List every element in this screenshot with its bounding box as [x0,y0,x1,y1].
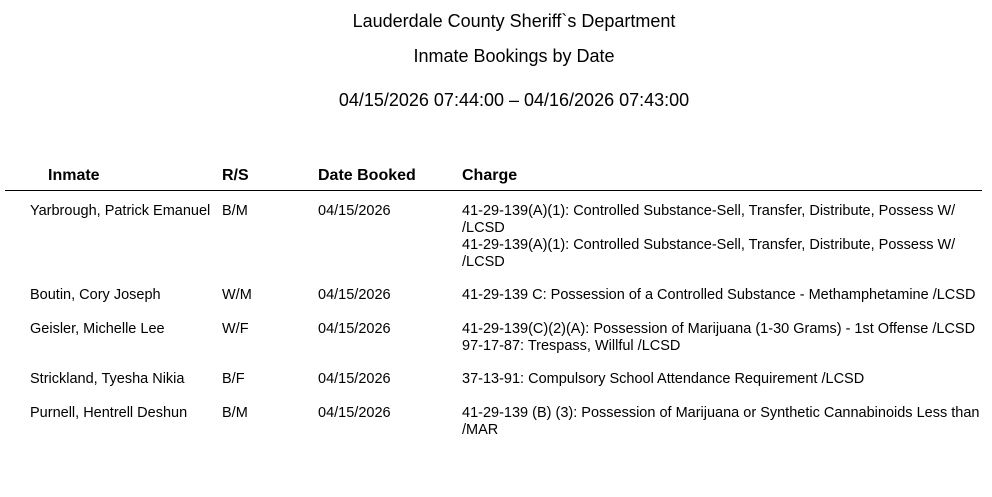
date-booked: 04/15/2026 [318,405,391,421]
inmate-name: Boutin, Cory Joseph [30,287,161,303]
charge-item: 41-29-139 C: Possession of a Controlled Substance - Methamphetamine /LCSD [462,287,976,303]
charge-list [462,405,987,439]
charge-item: 41-29-139(A)(1): Controlled Substance-Sell, Transfer, Distribute, Possess W/ /LCSD [462,203,956,236]
inmate-name: Geisler, Michelle Lee [30,321,165,337]
charge-item: 41-29-139 (B) (3): Possession of Marijuana or Synthetic Cannabinoids Less than /MAR [462,405,980,438]
race-sex: B/F [222,371,245,387]
charge-item: 41-29-139(C)(2)(A): Possession of Marijuana (1-30 Grams) - 1st Offense /LCSD [462,321,976,337]
race-sex: B/M [222,203,248,219]
report-date-range: 04/15/2026 07:44:00 – 04/16/2026 07:43:00 [338,90,690,110]
race-sex: B/M [222,405,248,421]
column-header-charge: Charge [462,167,518,184]
column-header-rs: R/S [222,167,249,184]
header-divider [5,190,982,191]
race-sex: W/M [222,287,252,303]
date-booked: 04/15/2026 [318,371,391,387]
charge-list [462,287,987,304]
inmate-name: Strickland, Tyesha Nikia [30,371,185,387]
charge-item: 97-17-87: Trespass, Willful /LCSD [462,338,681,354]
date-booked: 04/15/2026 [318,203,391,219]
report-subtitle: Inmate Bookings by Date [413,46,615,66]
charge-item: 37-13-91: Compulsory School Attendance Requirement /LCSD [462,371,865,387]
charge-item: 41-29-139(A)(1): Controlled Substance-Sell, Transfer, Distribute, Possess W/ /LCSD [462,237,956,270]
inmate-name: Purnell, Hentrell Deshun [30,405,188,421]
column-header-date-booked: Date Booked [318,167,416,184]
charge-list [462,203,987,271]
column-header-inmate: Inmate [48,167,100,184]
date-booked: 04/15/2026 [318,287,391,303]
report-title: Lauderdale County Sheriff`s Department [352,11,676,31]
date-booked: 04/15/2026 [318,321,391,337]
charge-list [462,371,987,388]
race-sex: W/F [222,321,249,337]
charge-list [462,321,987,355]
inmate-name: Yarbrough, Patrick Emanuel [30,203,211,219]
